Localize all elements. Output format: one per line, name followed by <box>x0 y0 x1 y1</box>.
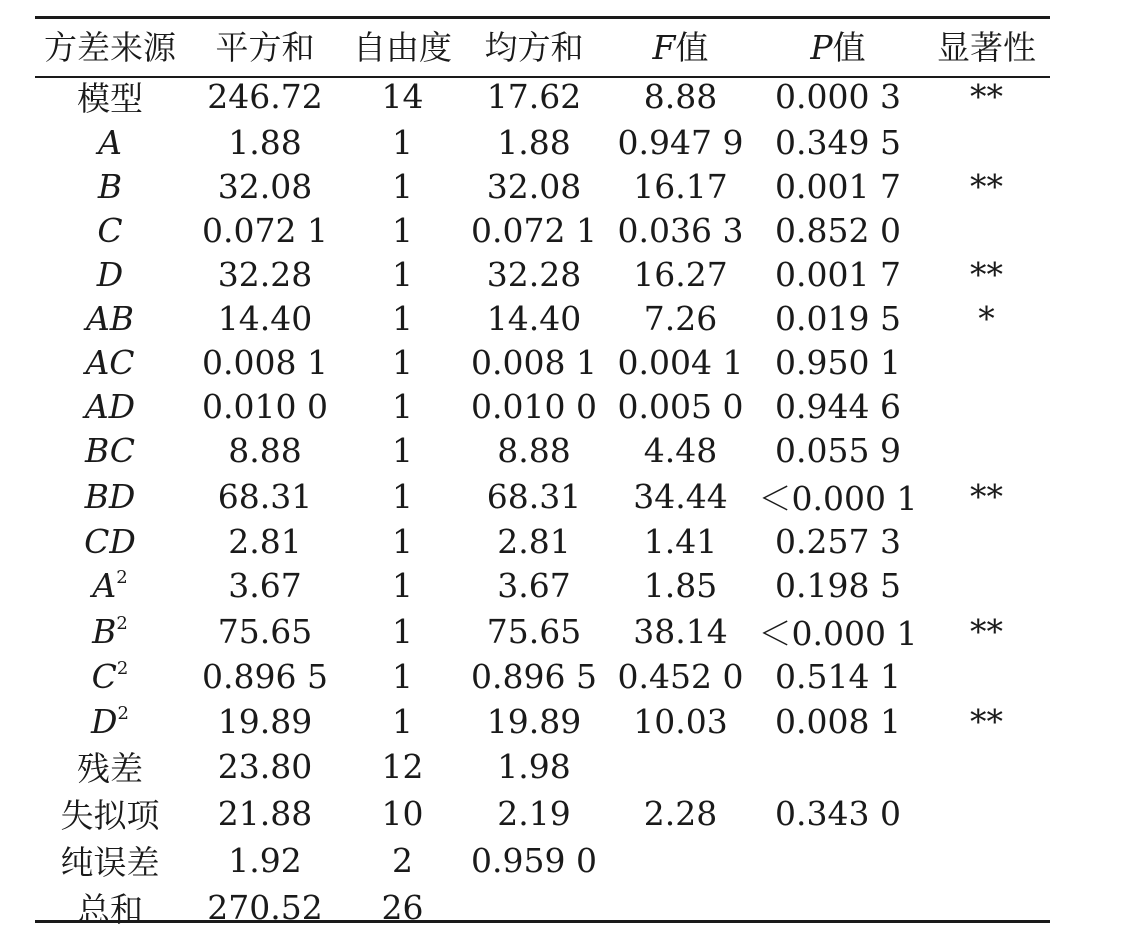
cell-source <box>35 296 185 340</box>
source-label: AD <box>84 387 136 427</box>
table-header <box>35 0 1050 69</box>
cell-f-value: 34.44 <box>633 476 728 516</box>
source-label: C <box>91 657 117 697</box>
cell-p-value: 0.055 9 <box>775 431 901 471</box>
table-row <box>35 69 1050 120</box>
cell-f-value: 4.48 <box>643 431 718 471</box>
cell-significance <box>923 655 1050 699</box>
cell-sum-of-squares: 270.52 <box>207 888 323 928</box>
source-superscript: 2 <box>117 702 129 724</box>
source-label: CD <box>84 522 136 562</box>
cell-mean-square: 0.896 5 <box>471 657 597 697</box>
cell-mean-square: 0.072 1 <box>471 210 597 250</box>
cell-sum-of-squares: 75.65 <box>217 611 313 651</box>
cell-f-value <box>608 743 753 790</box>
cell-source <box>35 790 185 837</box>
cell-p-value: 0.008 1 <box>775 701 901 741</box>
cell-source <box>35 655 185 699</box>
cell-mean-square <box>460 884 608 931</box>
cell-p-value: 0.257 3 <box>775 522 901 562</box>
header-p-value <box>753 0 923 69</box>
cell-p-value: ＜0.000 1 <box>758 478 918 518</box>
cell-mean-square: 0.959 0 <box>471 841 597 881</box>
cell-source <box>35 164 185 208</box>
cell-sum-of-squares: 14.40 <box>217 298 313 338</box>
cell-significance <box>923 790 1050 837</box>
cell-significance <box>923 429 1050 473</box>
header-sum-of-squares: 平方和 <box>215 28 315 67</box>
cell-p-value: 0.000 3 <box>775 77 901 116</box>
cell-p-value: ＜0.000 1 <box>758 613 918 653</box>
cell-source <box>35 884 185 931</box>
cell-f-value: 16.17 <box>633 166 728 206</box>
cell-degrees-of-freedom: 1 <box>392 431 413 471</box>
cell-significance: ** <box>970 166 1003 206</box>
table-row <box>35 340 1050 384</box>
cell-significance: * <box>978 298 995 338</box>
table-body <box>35 69 1050 931</box>
cell-mean-square: 1.88 <box>497 122 571 162</box>
cell-f-value: 2.28 <box>643 794 718 834</box>
source-label: D <box>96 254 124 294</box>
cell-sum-of-squares: 21.88 <box>217 794 313 834</box>
cell-mean-square: 75.65 <box>486 611 582 651</box>
source-label: C <box>97 210 123 250</box>
table-row <box>35 699 1050 743</box>
header-row <box>35 0 1050 69</box>
source-label: 失拟项 <box>60 796 160 836</box>
cell-degrees-of-freedom: 1 <box>392 343 413 383</box>
cell-significance <box>923 340 1050 384</box>
cell-source <box>35 699 185 743</box>
table-row <box>35 884 1050 931</box>
cell-f-value <box>608 884 753 931</box>
cell-degrees-of-freedom: 1 <box>392 166 413 206</box>
header-f-value <box>608 0 753 69</box>
cell-degrees-of-freedom: 1 <box>392 210 413 250</box>
cell-p-value: 0.198 5 <box>775 566 901 606</box>
cell-sum-of-squares: 2.81 <box>228 522 302 562</box>
cell-mean-square: 19.89 <box>486 701 582 741</box>
cell-degrees-of-freedom: 1 <box>392 476 413 516</box>
cell-f-value: 10.03 <box>633 701 728 741</box>
source-label: 纯误差 <box>60 843 160 883</box>
cell-sum-of-squares: 8.88 <box>228 431 302 471</box>
cell-sum-of-squares: 23.80 <box>217 747 313 787</box>
cell-mean-square: 0.010 0 <box>471 387 597 427</box>
cell-source <box>35 208 185 252</box>
cell-degrees-of-freedom: 1 <box>392 122 413 162</box>
cell-f-value: 0.452 0 <box>617 657 744 697</box>
cell-sum-of-squares: 3.67 <box>228 566 302 606</box>
cell-f-value: 1.85 <box>643 566 718 606</box>
table-row <box>35 385 1050 429</box>
cell-sum-of-squares: 32.28 <box>217 254 313 294</box>
table-row <box>35 164 1050 208</box>
header-source: 方差来源 <box>44 28 176 67</box>
table-row <box>35 473 1050 520</box>
cell-significance: ** <box>970 701 1003 741</box>
cell-p-value: 0.950 1 <box>775 343 901 383</box>
table-row <box>35 120 1050 164</box>
cell-source <box>35 564 185 608</box>
table-row <box>35 608 1050 655</box>
table-row <box>35 429 1050 473</box>
cell-significance <box>923 743 1050 790</box>
cell-degrees-of-freedom: 1 <box>392 298 413 338</box>
cell-p-value: 0.514 1 <box>775 657 901 697</box>
cell-significance: ** <box>970 476 1003 516</box>
source-label: B <box>92 611 117 651</box>
cell-f-value <box>608 837 753 884</box>
cell-sum-of-squares: 0.008 1 <box>202 343 328 383</box>
header-significance: 显著性 <box>937 28 1036 67</box>
cell-p-value: 0.349 5 <box>775 122 901 162</box>
cell-f-value: 7.26 <box>643 298 718 338</box>
cell-p-value <box>753 743 923 790</box>
cell-significance: ** <box>970 611 1003 651</box>
cell-mean-square: 32.08 <box>486 166 582 206</box>
cell-source <box>35 429 185 473</box>
cell-mean-square: 3.67 <box>497 566 571 606</box>
cell-degrees-of-freedom: 1 <box>392 611 413 651</box>
cell-significance <box>923 120 1050 164</box>
header-p-suffix: 值 <box>832 28 866 67</box>
table-row <box>35 520 1050 564</box>
cell-source <box>35 340 185 384</box>
cell-significance <box>923 208 1050 252</box>
cell-significance <box>923 884 1050 931</box>
table-row <box>35 655 1050 699</box>
source-label: A <box>92 566 117 606</box>
cell-f-value: 1.41 <box>643 522 718 562</box>
cell-p-value: 0.001 7 <box>775 166 901 206</box>
cell-sum-of-squares: 0.896 5 <box>202 657 328 697</box>
header-mean-square: 均方和 <box>484 28 584 67</box>
cell-f-value: 0.005 0 <box>617 387 744 427</box>
source-label: A <box>98 122 122 162</box>
cell-p-value: 0.001 7 <box>775 254 901 294</box>
cell-p-value: 0.343 0 <box>775 794 901 834</box>
cell-degrees-of-freedom: 14 <box>381 77 424 116</box>
cell-p-value <box>753 837 923 884</box>
source-label: AB <box>85 298 135 338</box>
cell-f-value: 0.947 9 <box>617 122 744 162</box>
cell-degrees-of-freedom: 1 <box>392 254 413 294</box>
cell-sum-of-squares: 68.31 <box>217 476 313 516</box>
cell-p-value: 0.019 5 <box>775 298 901 338</box>
cell-source <box>35 520 185 564</box>
cell-source <box>35 608 185 655</box>
source-label: 总和 <box>77 890 143 930</box>
cell-degrees-of-freedom: 1 <box>392 566 413 606</box>
cell-degrees-of-freedom: 1 <box>392 522 413 562</box>
cell-mean-square: 2.81 <box>497 522 571 562</box>
cell-degrees-of-freedom: 1 <box>392 387 413 427</box>
cell-mean-square: 14.40 <box>486 298 582 338</box>
cell-sum-of-squares: 0.010 0 <box>202 387 328 427</box>
cell-sum-of-squares: 1.88 <box>228 122 302 162</box>
cell-degrees-of-freedom: 26 <box>381 888 424 928</box>
cell-mean-square: 8.88 <box>497 431 571 471</box>
cell-degrees-of-freedom: 2 <box>392 841 413 881</box>
cell-p-value: 0.944 6 <box>775 387 901 427</box>
cell-source <box>35 473 185 520</box>
cell-source <box>35 385 185 429</box>
cell-sum-of-squares: 246.72 <box>207 77 323 116</box>
source-label: BC <box>84 431 136 471</box>
cell-mean-square: 0.008 1 <box>471 343 597 383</box>
cell-mean-square: 1.98 <box>497 747 571 787</box>
cell-p-value <box>753 884 923 931</box>
cell-significance <box>923 385 1050 429</box>
table-row <box>35 296 1050 340</box>
cell-f-value: 0.004 1 <box>617 343 744 383</box>
cell-significance <box>923 837 1050 884</box>
cell-mean-square: 68.31 <box>486 476 582 516</box>
table-row <box>35 743 1050 790</box>
table-row <box>35 790 1050 837</box>
cell-degrees-of-freedom: 12 <box>381 747 424 787</box>
source-label: 残差 <box>77 749 143 789</box>
cell-source <box>35 69 185 120</box>
table-row <box>35 252 1050 296</box>
cell-f-value: 8.88 <box>643 77 718 116</box>
cell-significance <box>923 564 1050 608</box>
cell-mean-square: 17.62 <box>486 77 582 116</box>
cell-sum-of-squares: 32.08 <box>217 166 313 206</box>
cell-source <box>35 837 185 884</box>
cell-sum-of-squares: 0.072 1 <box>202 210 328 250</box>
header-degrees-of-freedom: 自由度 <box>353 28 452 67</box>
header-f-letter: F <box>652 28 676 67</box>
table-row <box>35 564 1050 608</box>
cell-significance <box>923 520 1050 564</box>
source-label: BD <box>84 476 136 516</box>
source-label: 模型 <box>77 79 143 118</box>
source-superscript: 2 <box>116 567 128 589</box>
source-label: D <box>91 701 118 741</box>
cell-significance: ** <box>970 254 1003 294</box>
source-superscript: 2 <box>116 612 128 634</box>
cell-mean-square: 2.19 <box>497 794 571 834</box>
cell-f-value: 16.27 <box>633 254 728 294</box>
table-row <box>35 208 1050 252</box>
table-row <box>35 837 1050 884</box>
source-superscript: 2 <box>116 658 129 680</box>
cell-significance: ** <box>970 77 1003 116</box>
cell-source <box>35 743 185 790</box>
cell-sum-of-squares: 19.89 <box>217 701 313 741</box>
cell-f-value: 0.036 3 <box>617 210 744 250</box>
cell-p-value: 0.852 0 <box>775 210 901 250</box>
source-label: B <box>97 166 123 206</box>
cell-f-value: 38.14 <box>633 611 728 651</box>
anova-table <box>35 0 1050 931</box>
cell-degrees-of-freedom: 1 <box>392 701 413 741</box>
cell-sum-of-squares: 1.92 <box>228 841 302 881</box>
cell-mean-square: 32.28 <box>486 254 582 294</box>
cell-degrees-of-freedom: 10 <box>381 794 424 834</box>
cell-degrees-of-freedom: 1 <box>392 657 413 697</box>
cell-source <box>35 120 185 164</box>
source-label: AC <box>85 343 135 383</box>
header-f-suffix: 值 <box>675 28 709 67</box>
header-p-letter: P <box>810 28 833 67</box>
cell-source <box>35 252 185 296</box>
